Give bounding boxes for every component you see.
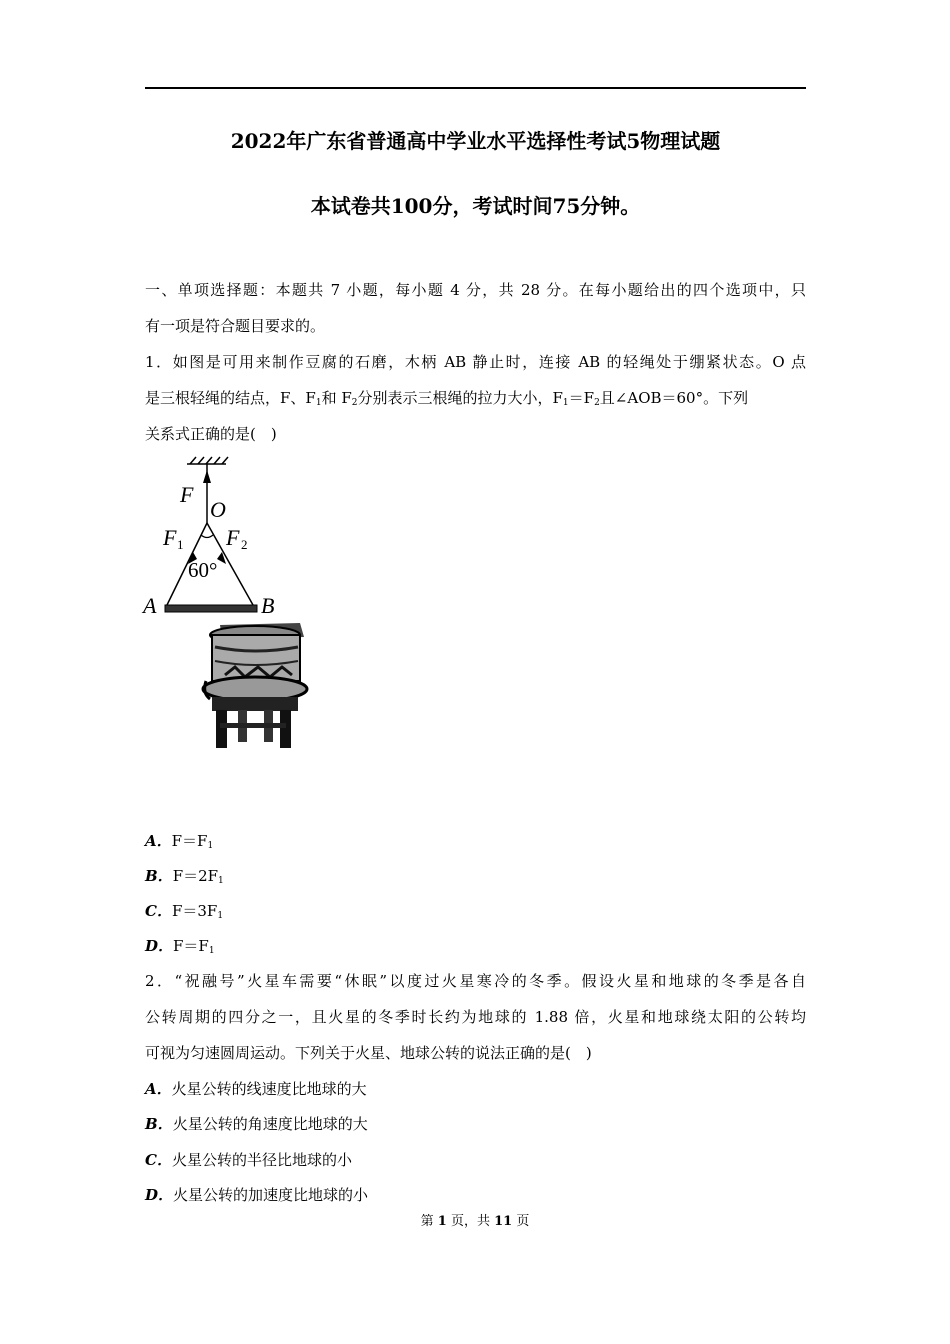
q2-option-a: A．火星公转的线速度比地球的大 bbox=[145, 1080, 367, 1098]
exam-subtitle: 本试卷共100分，考试时间75分钟。 bbox=[310, 194, 641, 218]
q2-line1: 2．“祝融号”火星车需要“休眠”以度过火星寒冷的冬季。假设火星和地球的冬季是各自 bbox=[145, 972, 806, 990]
label-f2-sub: 2 bbox=[241, 537, 248, 552]
q1-line3: 关系式正确的是( ) bbox=[145, 425, 277, 443]
q1-option-b: B．$F=2F_1$ bbox=[145, 867, 224, 886]
label-f1: F bbox=[163, 525, 177, 550]
label-f2: F bbox=[226, 525, 240, 550]
page-footer: 第 1 页，共 11 页 bbox=[420, 1214, 530, 1229]
q2-option-d: D．火星公转的加速度比地球的小 bbox=[145, 1186, 369, 1204]
stone-mill-figure bbox=[140, 455, 330, 755]
ceiling-hatch bbox=[187, 457, 228, 464]
q1-option-d: D．$F=F_1$ bbox=[145, 937, 215, 956]
q1-line1: 1．如图是可用来制作豆腐的石磨，木柄 AB 静止时，连接 AB 的轻绳处于绷紧状态。O 点 bbox=[145, 353, 806, 371]
q2-option-b: B．火星公转的角速度比地球的大 bbox=[145, 1115, 368, 1133]
q2-option-c: C．火星公转的半径比地球的小 bbox=[145, 1151, 352, 1169]
stone-mill-drawing bbox=[203, 623, 307, 748]
arrow-f bbox=[203, 470, 211, 483]
q1-line2: 是三根轻绳的结点，F、$F_1$和 $F_2$分别表示三根绳的拉力大小，$F_1=F_2$且∠AOB＝60°。下列 bbox=[145, 389, 749, 408]
q1-option-c: C．$F=3F_1$ bbox=[145, 902, 224, 921]
label-b: B bbox=[261, 593, 275, 618]
handle-ab bbox=[165, 605, 257, 612]
label-a: A bbox=[143, 593, 157, 618]
label-o: O bbox=[210, 497, 226, 522]
section-heading-line1: 一、单项选择题：本题共 7 小题，每小题 4 分，共 28 分。在每小题给出的四个选项中，只 bbox=[145, 281, 806, 299]
exam-title: 2022年广东省普通高中学业水平选择性考试5物理试题 bbox=[230, 129, 721, 153]
label-f: F bbox=[180, 482, 194, 507]
label-f1-sub: 1 bbox=[177, 537, 184, 552]
angle-arc bbox=[201, 535, 213, 538]
q1-option-a: A．$F=F_1$ bbox=[145, 832, 214, 851]
label-angle: 60° bbox=[188, 558, 218, 582]
header-rule bbox=[145, 87, 806, 89]
q2-line2: 公转周期的四分之一，且火星的冬季时长约为地球的 1.88 倍，火星和地球绕太阳的公转均 bbox=[145, 1008, 806, 1026]
section-heading-line2: 有一项是符合题目要求的。 bbox=[145, 317, 326, 335]
q2-line3: 可视为匀速圆周运动。下列关于火星、地球公转的说法正确的是( ) bbox=[145, 1044, 592, 1062]
